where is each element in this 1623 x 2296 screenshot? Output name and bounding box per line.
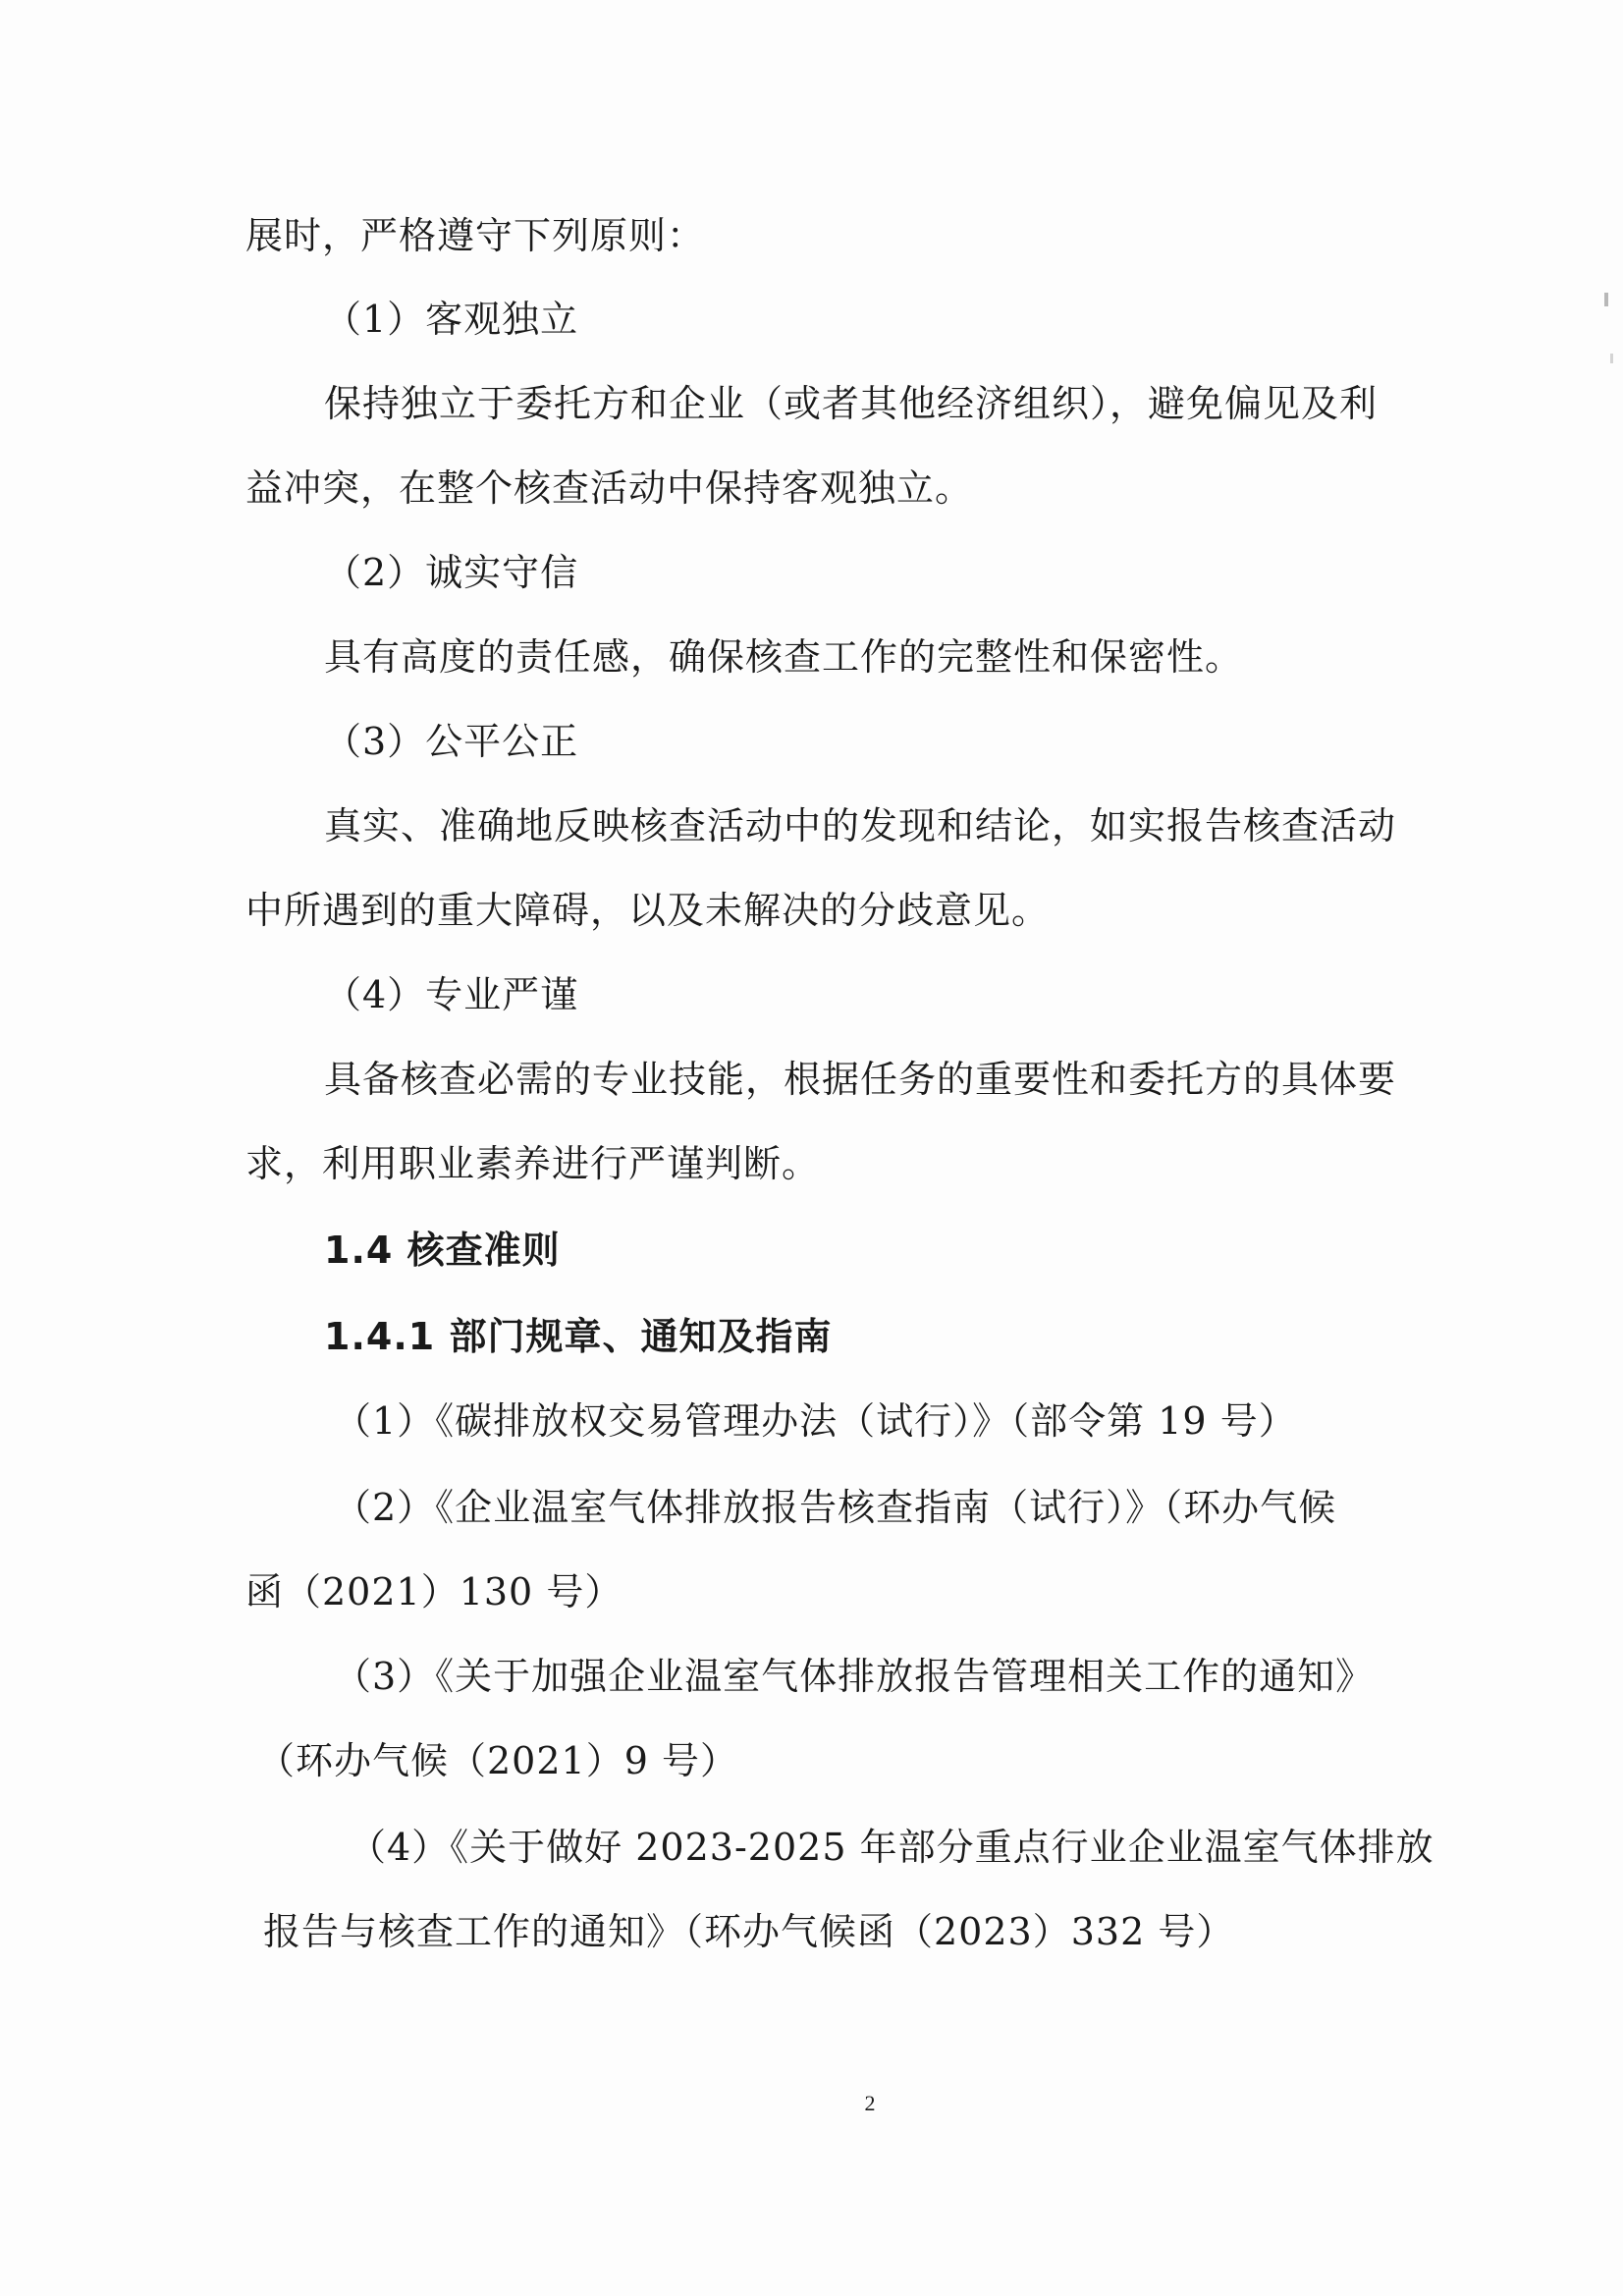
heading-title: 部门规章、通知及指南	[449, 1315, 833, 1358]
reference-item-3-cont: （环办气候（2021）9 号）	[257, 1739, 738, 1782]
reference-item-3: （3）《关于加强企业温室气体排放报告管理相关工作的通知》	[334, 1655, 1375, 1698]
principle-title-4: （4）专业严谨	[324, 973, 579, 1016]
paragraph-line: 中所遇到的重大障碍，以及未解决的分歧意见。	[245, 889, 1051, 932]
paragraph-line: 具备核查必需的专业技能，根据任务的重要性和委托方的具体要	[324, 1058, 1397, 1101]
scan-mark	[1610, 354, 1613, 363]
principle-title-1: （1）客观独立	[324, 298, 579, 341]
page-number: 2	[864, 2091, 876, 2115]
paragraph-line: 益冲突，在整个核查活动中保持客观独立。	[245, 466, 974, 510]
reference-item-2-cont: 函（2021）130 号）	[245, 1570, 623, 1613]
paragraph-line: 保持独立于委托方和企业（或者其他经济组织），避免偏见及利	[324, 382, 1379, 425]
section-heading-1-4	[324, 1226, 561, 1275]
paragraph-line: 求，利用职业素养进行严谨判断。	[245, 1142, 821, 1185]
principle-title-3: （3）公平公正	[324, 720, 579, 763]
reference-item-4-cont: 报告与核查工作的通知》（环办气候函（2023）332 号）	[263, 1910, 1235, 1953]
scan-mark	[1604, 293, 1608, 306]
heading-number: 1.4	[324, 1229, 394, 1272]
heading-title: 核查准则	[406, 1229, 561, 1272]
heading-number: 1.4.1	[324, 1315, 436, 1358]
principle-title-2: （2）诚实守信	[324, 551, 579, 594]
reference-item-4: （4）《关于做好 2023-2025 年部分重点行业企业温室气体排放	[349, 1826, 1434, 1869]
reference-item-2: （2）《企业温室气体排放报告核查指南（试行）》（环办气候	[334, 1486, 1337, 1529]
paragraph-line: 真实、准确地反映核查活动中的发现和结论，如实报告核查活动	[324, 804, 1397, 847]
section-heading-1-4-1	[324, 1312, 832, 1361]
reference-item-1: （1）《碳排放权交易管理办法（试行）》（部令第 19 号）	[334, 1399, 1297, 1443]
paragraph-line: 具有高度的责任感，确保核查工作的完整性和保密性。	[324, 635, 1244, 679]
paragraph-line: 展时，严格遵守下列原则：	[245, 214, 706, 257]
